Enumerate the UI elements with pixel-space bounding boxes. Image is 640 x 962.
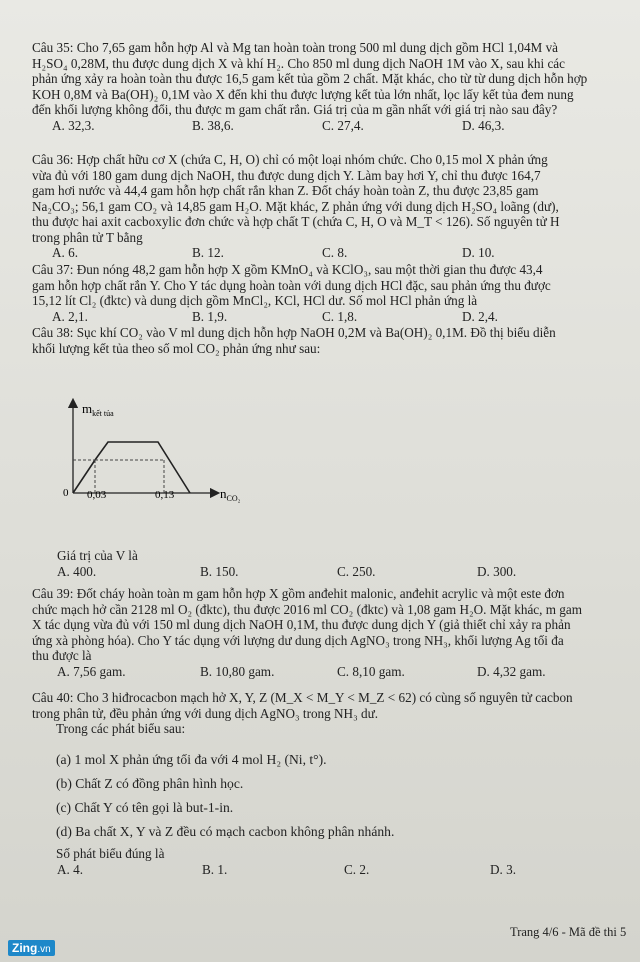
q36-line: thu được hai axit cacboxylic đơn chức và hợp chất T (chứa C, H, O và M_T < 126). Số nguyên tử H	[32, 214, 560, 229]
q40-line: trong phân tử, đều phản ứng với dung dịch AgNO₃ trong NH₃ dư.	[32, 705, 379, 721]
question-37	[32, 262, 636, 324]
option-b: B. 150.	[200, 563, 239, 579]
question-38	[32, 325, 636, 356]
option-c: C. 27,4.	[322, 117, 364, 133]
q40-intro: Trong các phát biểu sau:	[56, 721, 186, 736]
q40-options	[32, 862, 636, 877]
q38-line: Câu 38: Sục khí CO₂ vào V ml dung dịch hỗn hợp NaOH 0,2M và Ba(OH)₂ 0,1M. Đồ thị biểu diễn	[32, 325, 556, 340]
q36-line: trong phân tử T bằng	[32, 229, 143, 245]
q40-question: Số phát biểu đúng là	[56, 846, 165, 861]
statement-d: (d) Ba chất X, Y và Z đều có mạch cacbon không phân nhánh.	[56, 824, 395, 839]
q39-options	[32, 664, 636, 679]
option-d: D. 3.	[490, 861, 517, 877]
q36-line: Câu 36: Hợp chất hữu cơ X (chứa C, H, O) chỉ có một loại nhóm chức. Cho 0,15 mol X phản ứng	[32, 152, 548, 167]
question-39	[32, 586, 636, 679]
x-tick-1: 0,03	[87, 489, 107, 501]
question-35	[32, 40, 636, 133]
option-d: D. 46,3.	[462, 117, 505, 133]
question-38-answers	[32, 548, 636, 579]
q35-line: H₂SO₄ 0,28M, thu được dung dịch X và khí H₂. Cho 850 ml dung dịch NaOH 1M vào X, sau khi các	[32, 55, 566, 71]
q35-options	[32, 118, 636, 133]
option-d: D. 2,4.	[462, 308, 498, 324]
option-a: A. 32,3.	[52, 117, 95, 133]
q36-line: vừa đủ với 180 gam dung dịch NaOH, thu được dung dịch Y. Làm bay hơi Y, chỉ thu được 164,7	[32, 167, 541, 183]
q38-question: Giá trị của V là	[57, 548, 138, 563]
option-b: B. 1,9.	[192, 308, 228, 324]
option-b: B. 1.	[202, 861, 228, 877]
statement-c: (c) Chất Y có tên gọi là but-1-in.	[56, 800, 234, 815]
q35-line: Câu 35: Cho 7,65 gam hỗn hợp Al và Mg tan hoàn toàn trong 500 ml dung dịch gồm HCl 1,04M và	[32, 40, 559, 55]
option-a: A. 400.	[57, 563, 97, 579]
option-d: D. 300.	[477, 563, 517, 579]
option-c: C. 8,10 gam.	[337, 663, 405, 679]
option-c: C. 8.	[322, 245, 348, 260]
option-a: A. 2,1.	[52, 308, 88, 324]
question-40-answers	[32, 846, 636, 877]
option-d: D. 10.	[462, 245, 495, 260]
zing-logo: Zing.vn	[8, 940, 55, 956]
q35-line: phản ứng xảy ra hoàn toàn thu được 16,5 gam kết tủa gồm 2 chất. Mặt khác, cho từ từ dung dịch hỗn hợp	[32, 71, 588, 86]
q39-line: chức mạch hở cần 2128 ml O₂ (đktc), thu được 2016 ml CO₂ (đktc) và 1,08 gam H₂O. Mặt khác, m gam	[32, 601, 582, 617]
option-c: C. 250.	[337, 563, 376, 579]
q37-options	[32, 309, 636, 324]
option-a: A. 6.	[52, 245, 79, 260]
option-b: B. 10,80 gam.	[200, 663, 275, 679]
q40-line: Câu 40: Cho 3 hiđrocacbon mạch hở X, Y, Z (M_X < M_Y < M_Z < 62) có cùng số nguyên tử cacbon	[32, 690, 573, 705]
origin-label: 0	[63, 487, 69, 499]
statement-b: (b) Chất Z có đồng phân hình học.	[56, 776, 244, 791]
option-a: A. 7,56 gam.	[57, 663, 126, 679]
q37-line: Câu 37: Đun nóng 48,2 gam hỗn hợp X gồm KMnO₄ và KClO₃, sau một thời gian thu được 43,4	[32, 262, 543, 277]
precipitate-graph	[60, 395, 260, 520]
option-b: B. 38,6.	[192, 117, 234, 133]
precipitate-curve	[73, 442, 190, 493]
option-b: B. 12.	[192, 245, 224, 260]
q39-line: Câu 39: Đốt cháy hoàn toàn m gam hỗn hợp X gồm anđehit malonic, anđehit acrylic và một este đơn	[32, 586, 565, 601]
statement-a: (a) 1 mol X phản ứng tối đa với 4 mol H₂ (Ni, t°).	[56, 752, 327, 767]
page-footer: Trang 4/6 - Mã đề thi 5	[510, 925, 627, 939]
q39-line: X tác dụng vừa đủ với 150 ml dung dịch NaOH 0,1M, thu được dung dịch Y (giả thiết chỉ xảy ra phản	[32, 617, 571, 632]
y-axis-label: $m_{kết tủa}$	[82, 401, 114, 418]
q35-line: KOH 0,8M và Ba(OH)₂ 0,1M vào X đến khi thu được lượng kết tủa lớn nhất, lọc lấy kết tủa đem nung	[32, 86, 574, 102]
q38-line: khối lượng kết tủa theo số mol CO₂ phản ứng như sau:	[32, 340, 321, 356]
option-c: C. 2.	[344, 861, 370, 877]
option-c: C. 1,8.	[322, 308, 358, 324]
q36-line: Na₂CO₃; 56,1 gam CO₂ và 14,85 gam H₂O. Mặt khác, Z phản ứng với dung dịch H₂SO₄ loãng (dư),	[32, 198, 559, 214]
x-axis-label: $n_{CO_2}$	[220, 486, 241, 503]
graph-svg	[60, 395, 260, 520]
option-a: A. 4.	[57, 861, 84, 877]
x-tick-2: 0,13	[155, 489, 175, 501]
q39-line: ứng xà phòng hóa). Cho Y tác dụng với lượng dư dung dịch AgNO₃ trong NH₃, khối lượng Ag tối đa	[32, 632, 564, 648]
q37-line: gam hỗn hợp chất rắn Y. Cho Y tác dụng hoàn toàn với dung dịch HCl đặc, sau phản ứng thu được	[32, 277, 551, 293]
q38-options	[32, 564, 636, 579]
option-d: D. 4,32 gam.	[477, 663, 546, 679]
question-40	[32, 690, 636, 737]
q36-options	[32, 245, 636, 260]
q39-line: thu được là	[32, 648, 92, 663]
question-36	[32, 152, 636, 260]
q36-line: gam hơi nước và 44,4 gam hỗn hợp chất rắn khan Z. Đốt cháy hoàn toàn Z, thu được 23,85 gam	[32, 183, 539, 198]
q35-line: đến khối lượng không đổi, thu được m gam chất rắn. Giá trị của m gần nhất với giá trị nào sau đây?	[32, 102, 558, 117]
q37-line: 15,12 lít Cl₂ (đktc) và dung dịch gồm MnCl₂, KCl, HCl dư. Số mol HCl phản ứng là	[32, 293, 478, 308]
